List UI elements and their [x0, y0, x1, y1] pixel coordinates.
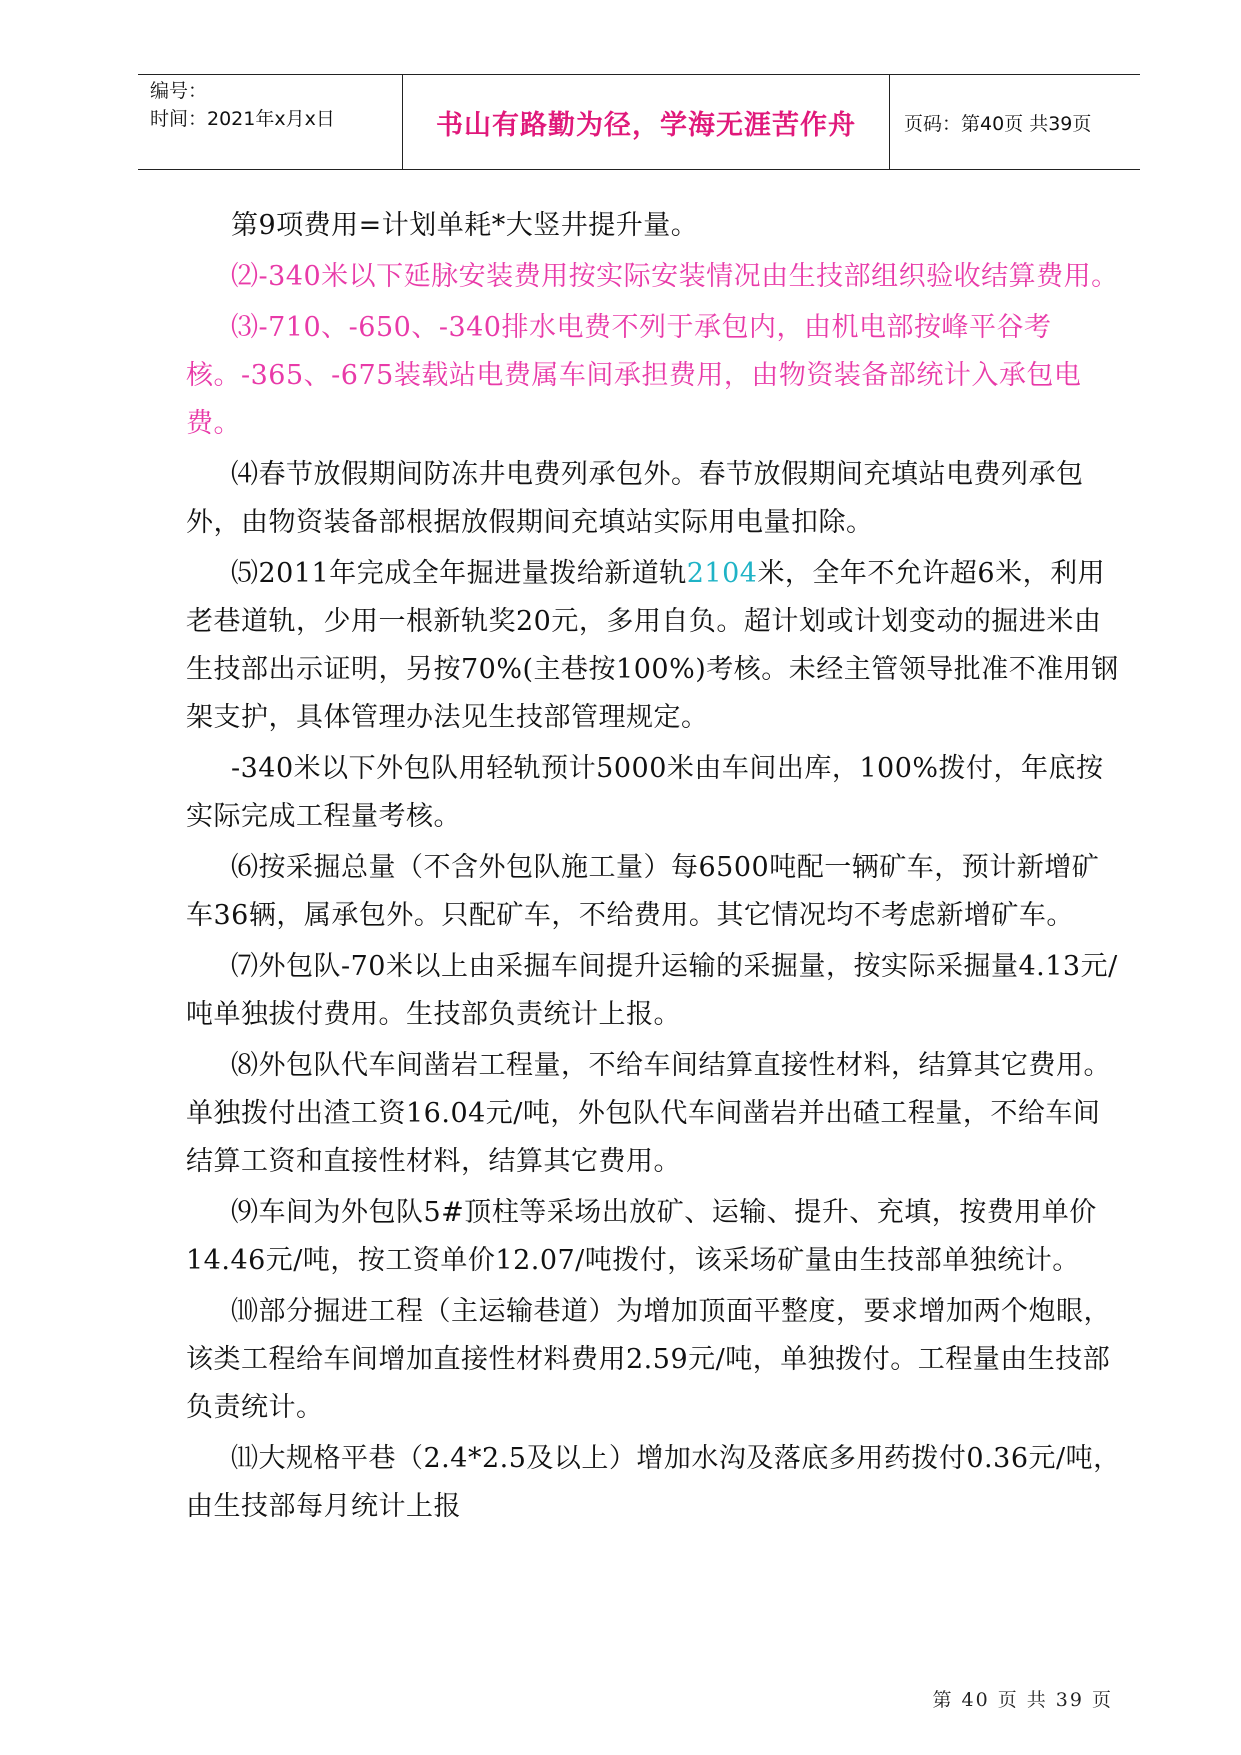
paragraph-7-outsourced-transport: ⑺外包队-70米以上由采掘车间提升运输的采掘量，按实际采掘量4.13元/吨单独拔付费用。生技部负责统计上报。 [186, 951, 1118, 1030]
motto-text: 书山有路勤为径，学海无涯苦作舟 [436, 109, 856, 141]
header-motto-cell [402, 75, 890, 169]
paragraph-10-tunnel-works: ⑽部分掘进工程（主运输巷道）为增加顶面平整度，要求增加两个炮眼，该类工程给车间增加直接性材料费用2.59元/吨，单独拨付。工程量由生技部负责统计。 [186, 1296, 1111, 1423]
header-meta-cell [138, 75, 402, 169]
paragraph-9-formula: 第9项费用=计划单耗*大竖井提升量。 [231, 210, 699, 241]
paragraph-5-rail-allocation [186, 550, 1126, 742]
document-number-label: 编号： [150, 80, 208, 102]
document-date: 时间：2021年x月x日 [150, 108, 335, 130]
paragraph-4-spring-festival: ⑷春节放假期间防冻井电费列承包外。春节放假期间充填站电费列承包外，由物资装备部根据放假期间充填站实际用电量扣除。 [186, 459, 1084, 538]
document-header [138, 74, 1140, 170]
rail-length-highlight: 2104 [686, 558, 758, 589]
page-footer: 第 40 页 共 39 页 [932, 1689, 1113, 1711]
document-body [186, 202, 1126, 1534]
paragraph-2-installation-fee: ⑵-340米以下延脉安装费用按实际安装情况由生技部组织验收结算费用。 [231, 261, 1119, 292]
paragraph-8-drilling: ⑻外包队代车间凿岩工程量，不给车间结算直接性材料，结算其它费用。单独拨付出渣工资16.04元/吨，外包队代车间凿岩并出碴工程量，不给车间结算工资和直接性材料，结算其它费用。 [186, 1050, 1111, 1177]
paragraph-6-mine-cars: ⑹按采掘总量（不含外包队施工量）每6500吨配一辆矿车，预计新增矿车36辆，属承包外。只配矿车，不给费用。其它情况均不考虑新增矿车。 [186, 852, 1100, 931]
paragraph-light-rail: -340米以下外包队用轻轨预计5000米由车间出库，100%拨付，年底按实际完成工程量考核。 [186, 753, 1104, 832]
paragraph-5-text-a: ⑸2011年完成全年掘进量拨给新道轨 [231, 558, 687, 589]
paragraph-3-drainage-electricity: ⑶-710、-650、-340排水电费不列于承包内，由机电部按峰平谷考核。-365、-675装载站电费属车间承担费用，由物资装备部统计入承包电费。 [186, 312, 1082, 439]
paragraph-5-text-b: 米，全年不允许超6米，利用老巷道轨，少用一根新轨奖20元，多用自负。超计划或计划变动的掘进米由生技部出示证明，另按70%(主巷按100%)考核。未经主管领导批准不准用钢架支护，具体管理办法见生技部管理规定。 [186, 558, 1119, 733]
header-page-cell [890, 75, 1140, 169]
paragraph-9-ore-handling: ⑼车间为外包队5#顶柱等采场出放矿、运输、提升、充填，按费用单价14.46元/吨，按工资单价12.07/吨拨付，该采场矿量由生技部单独统计。 [186, 1197, 1097, 1276]
paragraph-11-large-drift: ⑾大规格平巷（2.4*2.5及以上）增加水沟及落底多用药拨付0.36元/吨，由生技部每月统计上报 [186, 1443, 1121, 1522]
page-code: 页码：第40页 共39页 [904, 112, 1092, 135]
